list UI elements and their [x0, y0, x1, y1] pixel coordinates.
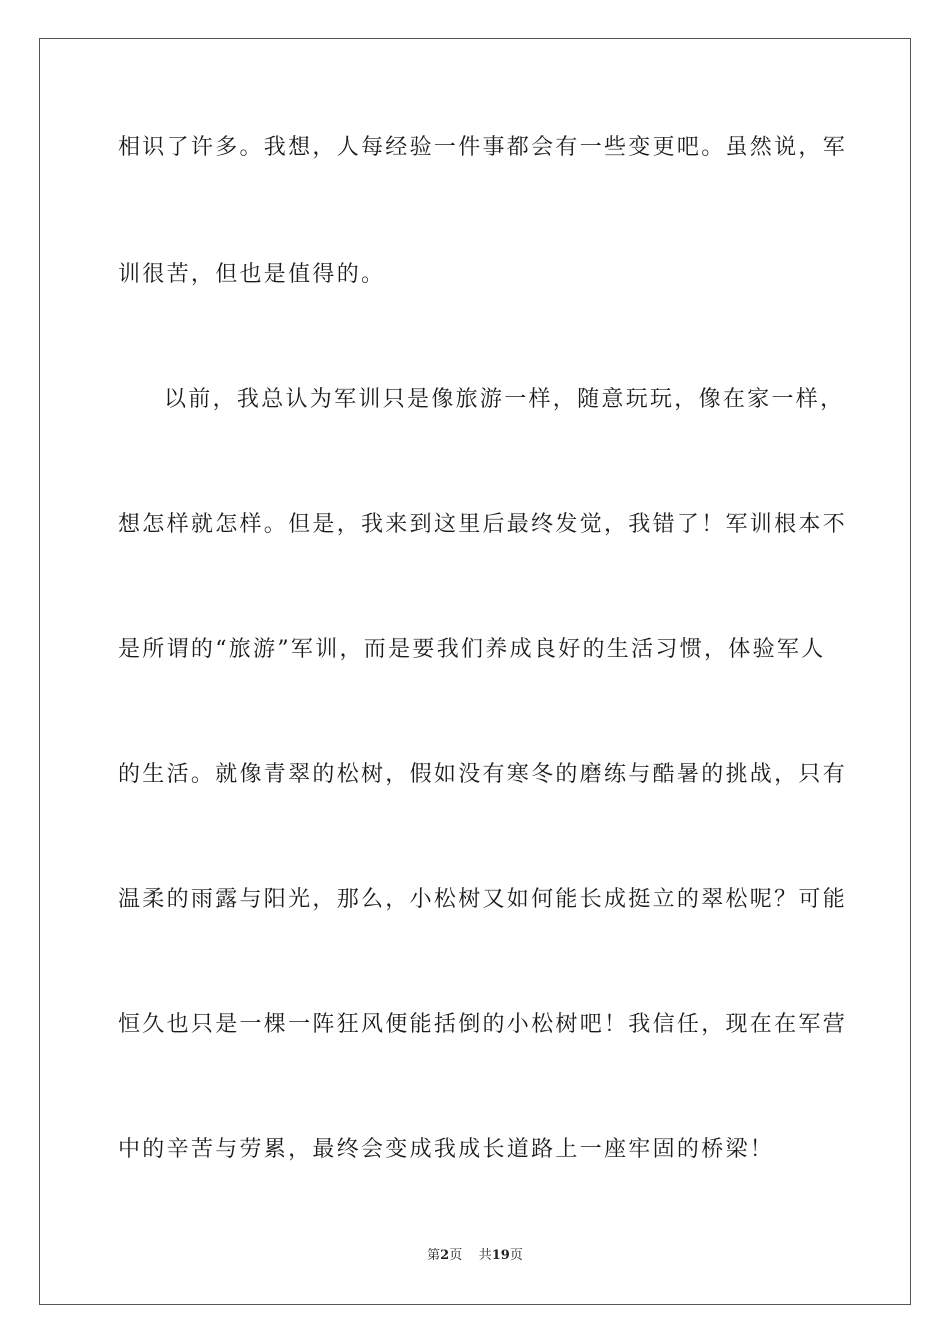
text-line-6: 的生活。就像青翠的松树，假如没有寒冬的磨练与酷暑的挑战，只有 — [118, 762, 848, 787]
text-line-4: 想怎样就怎样。但是，我来到这里后最终发觉，我错了！军训根本不 — [118, 512, 848, 537]
text-line-3: 以前，我总认为军训只是像旅游一样，随意玩玩，像在家一样， — [164, 387, 845, 412]
page-prefix: 第 — [427, 1248, 441, 1263]
text-line-2: 训很苦，但也是值得的。 — [118, 262, 386, 287]
text-line-5: 是所谓的“旅游”军训，而是要我们养成良好的生活习惯，体验军人 — [118, 637, 826, 662]
text-line-8: 恒久也只是一棵一阵狂风便能括倒的小松树吧！我信任，现在在军营 — [118, 1012, 848, 1037]
text-line-1: 相识了许多。我想，人每经验一件事都会有一些变更吧。虽然说，军 — [118, 135, 848, 160]
text-line-9: 中的辛苦与劳累，最终会变成我成长道路上一座牢固的桥梁！ — [118, 1137, 775, 1162]
text-line-7: 温柔的雨露与阳光，那么，小松树又如何能长成挺立的翠松呢？可能 — [118, 887, 848, 912]
page-footer — [0, 1247, 950, 1265]
page-number: 2 — [440, 1248, 450, 1263]
total-pages: 19 — [491, 1248, 510, 1263]
page-border — [39, 38, 911, 1305]
total-suffix: 页 — [509, 1248, 523, 1263]
total-prefix: 共 — [478, 1248, 492, 1263]
page-suffix: 页 — [449, 1248, 463, 1263]
